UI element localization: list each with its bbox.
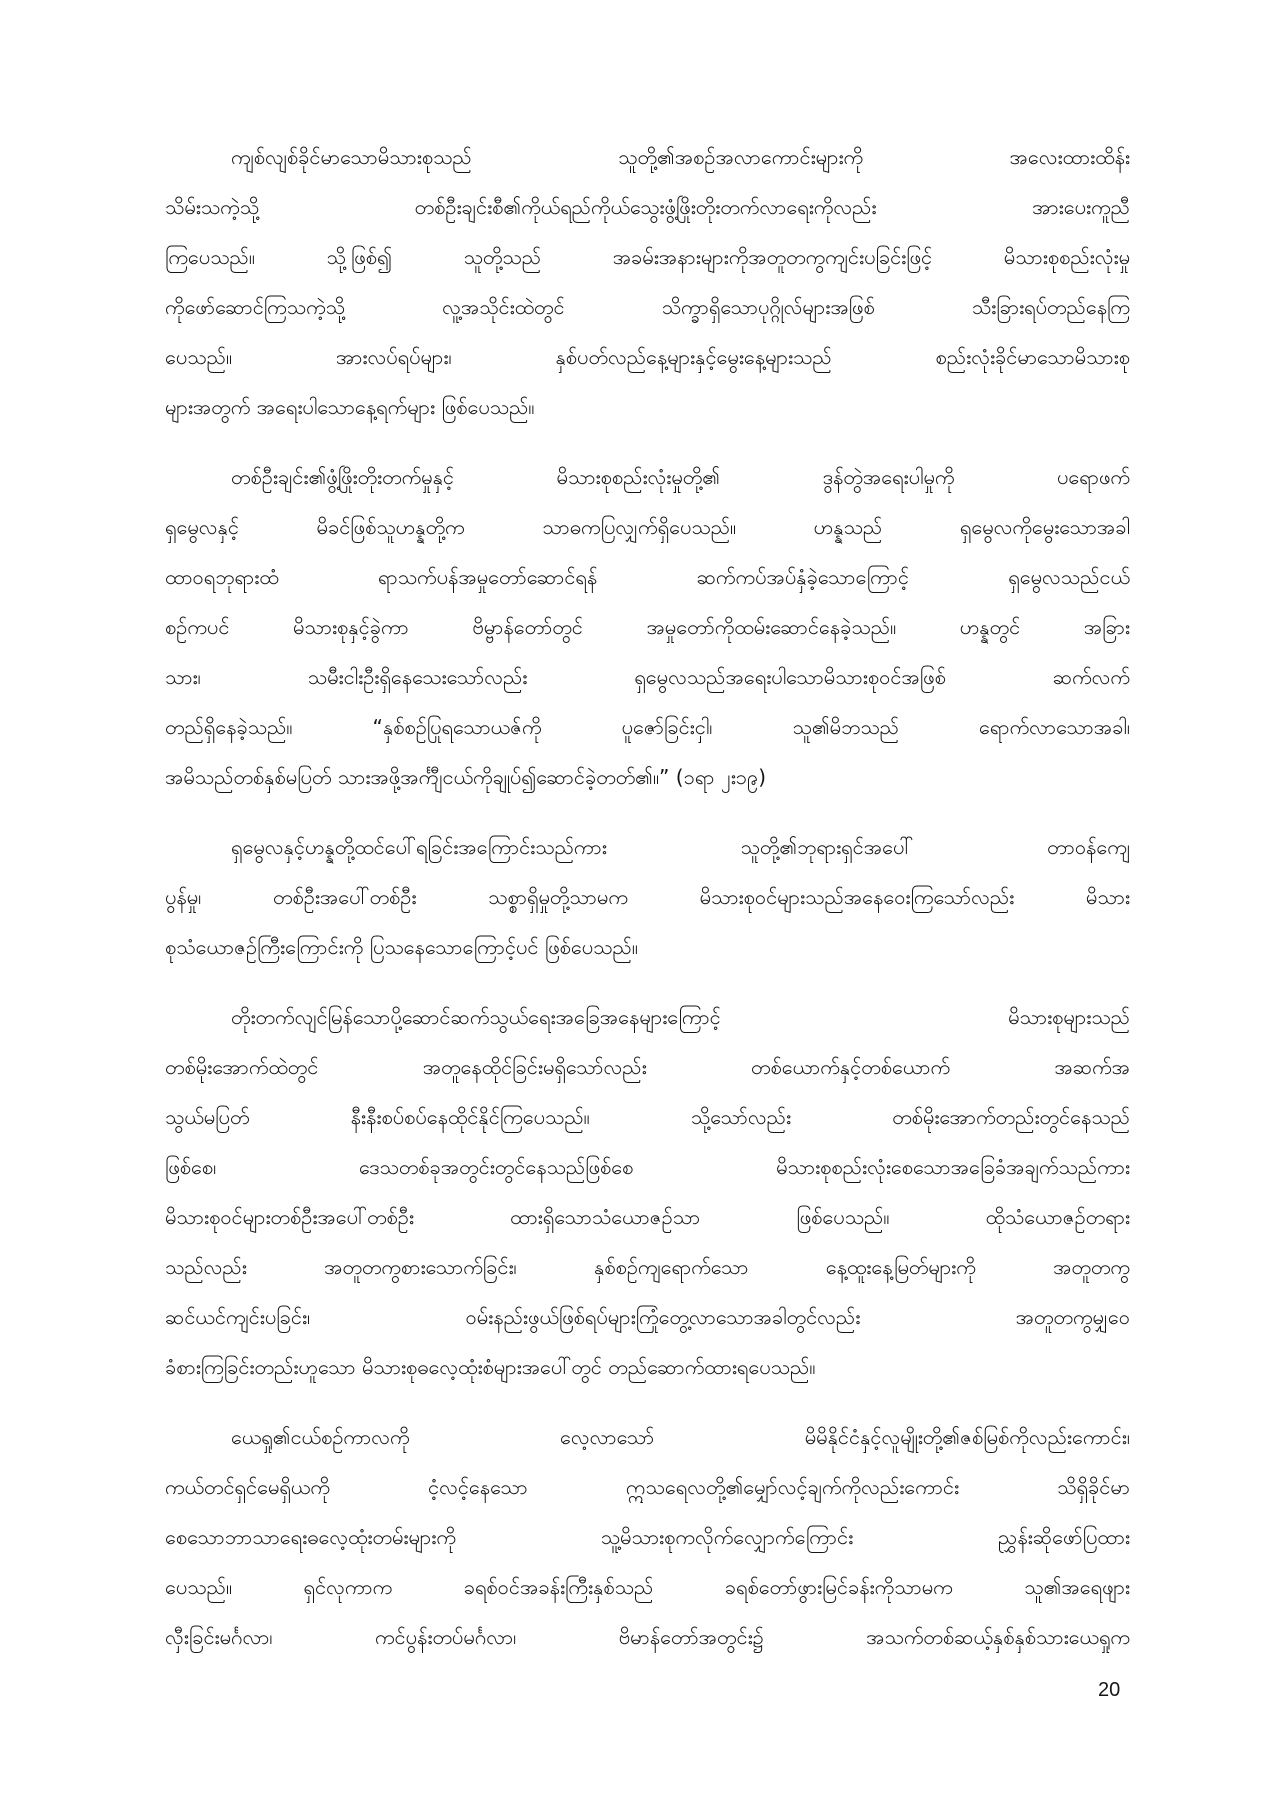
paragraph-line: လှီးခြင်းမင်္ဂလာ၊ ကင်ပွန်းတပ်မင်္ဂလာ၊ ဗိမာန်တော်အတွင်း၌ အသက်တစ်ဆယ့်နှစ်နှစ်သားယေရှုက (165, 1625, 1130, 1649)
paragraph-3 (165, 822, 1130, 972)
paragraph-line: ကယ်တင်ရှင်မေရှိယကို ငံ့လင့်နေသော ဣသရေလတို့၏မျှော်လင့်ချက်ကိုလည်းကောင်း သိရှိခိုင်မာ (165, 1475, 1130, 1499)
paragraph-line: စုသံယောဇဉ်ကြီးကြောင်းကို ပြသနေသောကြောင့်ပင် ဖြစ်ပေသည်။ (165, 935, 638, 959)
paragraph-line: ပေသည်။ ရှင်လုကာက ခရစ်ဝင်အခန်းကြီးနှစ်သည် ခရစ်တော်ဖွားမြင်ခန်းကိုသာမက သူ၏အရေဖျား (165, 1575, 1130, 1599)
paragraph-line: သား၊ သမီးငါးဦးရှိနေသေးသော်လည်း ရှမွေလသည်အရေးပါသောမိသားစုဝင်အဖြစ် ဆက်လက် (165, 665, 1130, 689)
paragraph-line: သိမ်းသကဲ့သို့ တစ်ဦးချင်းစီ၏ကိုယ်ရည်ကိုယ်သွေးဖွံ့ဖြိုးတိုးတက်လာရေးကိုလည်း အားပေးကူညီ (165, 195, 1130, 219)
paragraph-line: စဉ်ကပင် မိသားစုနှင့်ခွဲကာ ဗိမ္ဗာန်တော်တွင် အမှုတော်ကိုထမ်းဆောင်နေခဲ့သည်။ ဟန္နတွင် အခြား (165, 615, 1130, 639)
paragraph-line: များအတွက် အရေးပါသောနေ့ရက်များ ဖြစ်ပေသည်။ (165, 395, 535, 419)
paragraph-line: ခံစားကြခြင်းတည်းဟူသော မိသားစုဓလေ့ထုံးစံများအပေါ်တွင် တည်ဆောက်ထားရပေသည်။ (165, 1355, 816, 1379)
paragraph-2 (165, 452, 1130, 802)
paragraph-line: ကြပေသည်။ သို့ဖြစ်၍ သူတို့သည် အခမ်းအနားများကိုအတူတကွကျင်းပခြင်းဖြင့် မိသားစုစည်းလုံးမှု (165, 245, 1130, 269)
paragraph-line: စေသောဘာသာရေးဓလေ့ထုံးတမ်းများကို သူ့မိသားစုကလိုက်လျှောက်ကြောင်း ညွှန်းဆိုဖော်ပြထား (165, 1525, 1130, 1549)
body-text (165, 132, 1130, 1682)
paragraph-line: တိုးတက်လျင်မြန်သောပို့ဆောင်ဆက်သွယ်ရေးအခြေအနေများကြောင့် မိသားစုများသည် (231, 1005, 1130, 1029)
paragraph-line: တစ်ဦးချင်း၏ဖွံ့ဖြိုးတိုးတက်မှုနှင့် မိသားစုစည်းလုံးမှုတို့၏ ဒွန်တွဲအရေးပါမှုကို ပရောဖက် (231, 465, 1130, 489)
paragraph-line: မိသားစုဝင်များတစ်ဦးအပေါ်တစ်ဦး ထားရှိသောသံယောဇဉ်သာ ဖြစ်ပေသည်။ ထိုသံယောဇဉ်တရား (165, 1205, 1130, 1229)
paragraph-line: ဖြစ်စေ၊ ဒေသတစ်ခုအတွင်းတွင်နေသည်ဖြစ်စေ မိသားစုစည်းလုံးစေသောအခြေခံအချက်သည်ကား (165, 1155, 1130, 1179)
paragraph-line: တစ်မိုးအောက်ထဲတွင် အတူနေထိုင်ခြင်းမရှိသော်လည်း တစ်ယောက်နှင့်တစ်ယောက် အဆက်အ (165, 1055, 1130, 1079)
paragraph-line: ဆင်ယင်ကျင်းပခြင်း၊ ဝမ်းနည်းဖွယ်ဖြစ်ရပ်များကြုံတွေ့လာသောအခါတွင်လည်း အတူတကွမျှဝေ (165, 1305, 1130, 1329)
paragraph-line: ကျစ်လျစ်ခိုင်မာသောမိသားစုသည် သူတို့၏အစဉ်အလာကောင်းများကို အလေးထားထိန်း (231, 145, 1130, 169)
paragraph-line: ထာဝရဘုရားထံ ရာသက်ပန်အမှုတော်ဆောင်ရန် ဆက်ကပ်အပ်နှံခဲ့သောကြောင့် ရှမွေလသည်ငယ် (165, 565, 1130, 589)
paragraph-line: ယေရှု၏ငယ်စဉ်ကာလကို လေ့လာသော် မိမိနိုင်ငံနှင့်လူမျိုးတို့၏ဇစ်မြစ်ကိုလည်းကောင်း၊ (231, 1425, 1130, 1449)
paragraph-line: သွယ်မပြတ် နီးနီးစပ်စပ်နေထိုင်နိုင်ကြပေသည်။ သို့သော်လည်း တစ်မိုးအောက်တည်းတွင်နေသည် (165, 1105, 1130, 1129)
paragraph-line: ရှမွေလနှင့်ဟန္နတို့ထင်ပေါ်ရခြင်းအကြောင်းသည်ကား သူတို့၏ဘုရားရှင်အပေါ် တာဝန်ကျေ (231, 835, 1130, 859)
paragraph-4 (165, 992, 1130, 1392)
paragraph-line: ပွန်မှု၊ တစ်ဦးအပေါ်တစ်ဦး သစ္စာရှိမှုတို့သာမက မိသားစုဝင်များသည်အနေဝေးကြသော်လည်း မိသား (165, 885, 1130, 909)
paragraph-1 (165, 132, 1130, 432)
paragraph-line: သည်လည်း အတူတကွစားသောက်ခြင်း၊ နှစ်စဉ်ကျရောက်သော နေ့ထူးနေ့မြတ်များကို အတူတကွ (165, 1255, 1130, 1279)
paragraph-line: ကိုဖော်ဆောင်ကြသကဲ့သို့ လူ့အသိုင်းထဲတွင် သိက္ခာရှိသောပုဂ္ဂိုလ်များအဖြစ် သီးခြားရပ်တည်နေကြ (165, 295, 1130, 319)
paragraph-line: ပေသည်။ အားလပ်ရပ်များ၊ နှစ်ပတ်လည်နေ့များနှင့်မွေးနေ့များသည် စည်းလုံးခိုင်မာသောမိသားစု (165, 345, 1130, 369)
page-number: 20 (1098, 1679, 1121, 1701)
paragraph-line: အမိသည်တစ်နှစ်မပြတ် သားအဖို့အင်္ကျီငယ်ကိုချုပ်၍ဆောင်ခဲ့တတ်၏။” (၁ရာ ၂း၁၉) (165, 765, 767, 789)
paragraph-line: ရှမွေလနှင့် မိခင်ဖြစ်သူဟန္နတို့က သာဓကပြလျှက်ရှိပေသည်။ ဟန္နသည် ရှမွေလကိုမွေးသောအခါ (165, 515, 1130, 539)
paragraph-line: တည်ရှိနေခဲ့သည်။ “နှစ်စဉ်ပြုရသောယဇ်ကို ပူဇော်ခြင်းငှါ၊ သူ၏မိဘသည် ရောက်လာသောအခါ၊ (165, 715, 1130, 739)
paragraph-5 (165, 1412, 1130, 1662)
